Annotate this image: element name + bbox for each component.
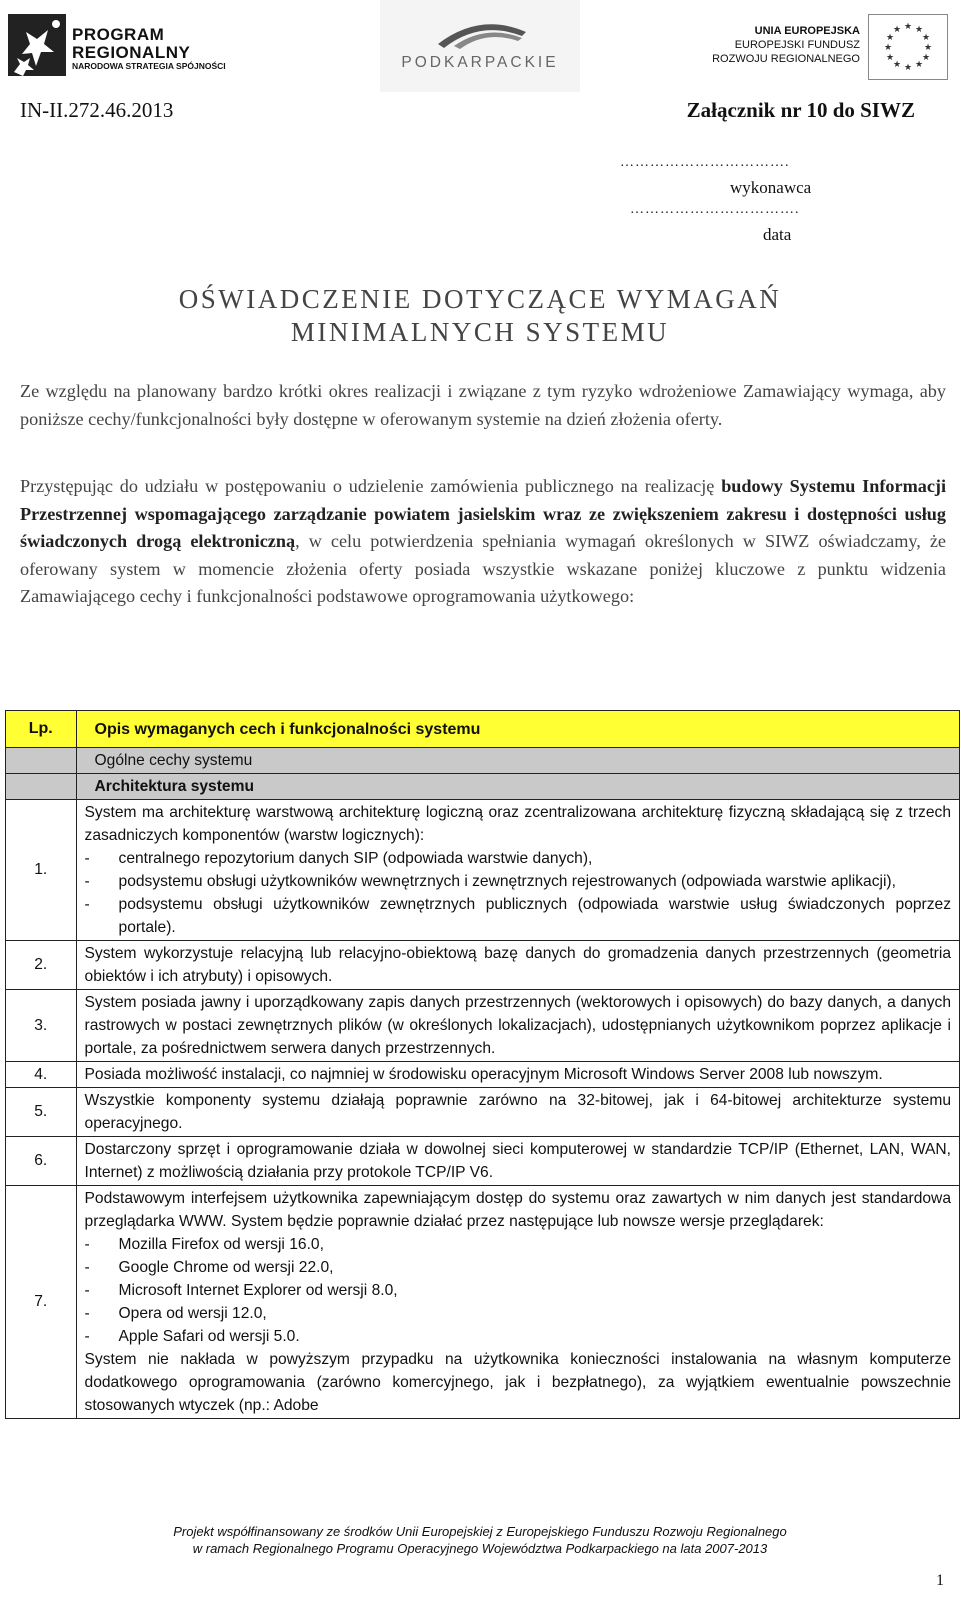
row-lp: 6. bbox=[6, 1137, 77, 1186]
date-label: data bbox=[763, 225, 792, 244]
footer bbox=[0, 1523, 960, 1557]
row-desc: System posiada jawny i uporządkowany zapis danych przestrzennych (wektorowych i opisowych) do bazy danych, a danych rastrowych w postaci zewnętrznych plików (w określonych lokalizacjach), udostępnianych użytkownikom poprzez aplikacje i portale, za pośrednictwem serwera danych przestrzennych. bbox=[76, 990, 959, 1062]
svg-text:★: ★ bbox=[903, 63, 913, 73]
list-item: - Microsoft Internet Explorer od wersji 8.0, bbox=[84, 1282, 398, 1299]
table-row bbox=[6, 1186, 960, 1419]
row-text: System ma architekturę warstwową architekturę logiczną oraz zcentralizowana architekturę fizyczną składającą się z trzech zasadniczych komponentów (warstw logicznych): bbox=[84, 804, 951, 844]
row-desc: Dostarczony sprzęt i oprogramowanie działa w dowolnej sieci komputerowej w standardzie TCP/IP (Ethernet, LAN, WAN, Internet) z możliwością działania przy protokole TCP/IP V6. bbox=[76, 1137, 959, 1186]
list-item: - podsystemu obsługi użytkowników zewnętrznych publicznych (odpowiada warstwie usług świadczonych poprzez portale). bbox=[84, 896, 951, 936]
list-item: - podsystemu obsługi użytkowników wewnętrznych i zewnętrznych rejestrowanych (odpowiada warstwie aplikacji), bbox=[84, 873, 896, 890]
footer-line1: Projekt współfinansowany ze środków Unii Europejskiej z Europejskiego Funduszu Rozwoju Regionalnego bbox=[173, 1524, 787, 1539]
section-general: Ogólne cechy systemu bbox=[76, 748, 959, 774]
svg-text:★: ★ bbox=[885, 53, 895, 63]
date-dots: ……………………………. bbox=[630, 202, 800, 217]
contractor-label: wykonawca bbox=[730, 178, 812, 197]
row-lp: 7. bbox=[6, 1186, 77, 1419]
list-item: - Google Chrome od wersji 22.0, bbox=[84, 1259, 334, 1276]
row-desc bbox=[76, 1186, 959, 1419]
row-lp: 2. bbox=[6, 941, 77, 990]
podkarpackie-logo-text: PODKARPACKIE bbox=[401, 54, 559, 71]
attachment-label: Załącznik nr 10 do SIWZ bbox=[686, 98, 915, 122]
eu-flag-icon bbox=[868, 14, 948, 80]
list-item: - Mozilla Firefox od wersji 16.0, bbox=[84, 1236, 324, 1253]
row-desc bbox=[76, 800, 959, 941]
list-item: - centralnego repozytorium danych SIP (odpowiada warstwie danych), bbox=[84, 850, 593, 867]
svg-text:★: ★ bbox=[923, 43, 933, 53]
col-lp-header: Lp. bbox=[6, 711, 77, 748]
table-row bbox=[6, 1137, 960, 1186]
row-text: Podstawowym interfejsem użytkownika zapewniającym dostęp do systemu oraz zawartych w nim danych jest standardowa przeglądarka WWW. System będzie poprawnie działać przez następujące lub nowsze wersje przeglądarek: bbox=[84, 1190, 951, 1230]
program-logo-line2: REGIONALNY bbox=[72, 43, 191, 62]
col-desc-header: Opis wymaganych cech i funkcjonalności systemu bbox=[76, 711, 959, 748]
svg-text:★: ★ bbox=[921, 33, 931, 43]
row-desc: Posiada możliwość instalacji, co najmniej w środowisku operacyjnym Microsoft Windows Server 2008 lub nowszym. bbox=[76, 1062, 959, 1088]
list-item: - Apple Safari od wersji 5.0. bbox=[84, 1328, 300, 1345]
svg-text:★: ★ bbox=[892, 60, 902, 70]
svg-text:★: ★ bbox=[892, 25, 902, 35]
podkarpackie-logo bbox=[380, 0, 580, 92]
eu-line2: EUROPEJSKI FUNDUSZ bbox=[734, 39, 860, 51]
svg-text:★: ★ bbox=[883, 43, 893, 53]
table-row bbox=[6, 1062, 960, 1088]
table-header-row bbox=[6, 711, 960, 748]
requirements-table bbox=[5, 710, 960, 1419]
row-desc: System wykorzystuje relacyjną lub relacyjno-obiektową bazę danych do gromadzenia danych przestrzennych (geometria obiektów i ich atrybuty) i opisowych. bbox=[76, 941, 959, 990]
svg-text:★: ★ bbox=[921, 53, 931, 63]
program-logo-subtitle: NARODOWA STRATEGIA SPÓJNOŚCI bbox=[72, 61, 226, 71]
intro-paragraph: Ze względu na planowany bardzo krótki okres realizacji i związane z tym ryzyko wdrożeniowe Zamawiający wymaga, aby poniższe cechy/funkcjonalności były dostępne w oferowanym systemie na dzień złożenia oferty. bbox=[20, 381, 946, 429]
program-logo-line1: PROGRAM bbox=[72, 25, 165, 44]
footer-line2: w ramach Regionalnego Programu Operacyjnego Województwa Podkarpackiego na lata 2007-2013 bbox=[192, 1541, 768, 1556]
section-row bbox=[6, 774, 960, 800]
table-row bbox=[6, 800, 960, 941]
svg-text:★: ★ bbox=[914, 25, 924, 35]
row-lp: 5. bbox=[6, 1088, 77, 1137]
svg-text:★: ★ bbox=[903, 22, 913, 32]
row-lp: 4. bbox=[6, 1062, 77, 1088]
program-regionalny-logo bbox=[8, 14, 238, 76]
page-number: 1 bbox=[936, 1572, 944, 1589]
eu-line1: UNIA EUROPEJSKA bbox=[754, 25, 860, 37]
podkarpackie-arc-icon bbox=[430, 14, 530, 50]
document-title bbox=[0, 283, 960, 349]
row-lp: 1. bbox=[6, 800, 77, 941]
svg-text:★: ★ bbox=[914, 60, 924, 70]
section-row bbox=[6, 748, 960, 774]
eu-fund-text bbox=[640, 24, 860, 66]
star-logo-icon bbox=[8, 14, 66, 76]
contractor-dots: ……………………………. bbox=[620, 155, 790, 170]
table-row bbox=[6, 941, 960, 990]
statement-paragraph bbox=[20, 473, 946, 611]
row-lp: 3. bbox=[6, 990, 77, 1062]
row-text-after: System nie nakłada w powyższym przypadku na użytkownika konieczności instalowania na własnym komputerze dodatkowego oprogramowania (zarówno komercyjnego, jak i bezpłatnego), za wyjątkiem ewentualnie powszechnie stosowanych wtyczek (np.: Adobe bbox=[84, 1351, 951, 1414]
title-line2: MINIMALNYCH SYSTEMU bbox=[290, 317, 670, 347]
row-desc: Wszystkie komponenty systemu działają poprawnie zarówno na 32-bitowej, jak i 64-bitowej architekturze systemu operacyjnego. bbox=[76, 1088, 959, 1137]
eu-line3: ROZWOJU REGIONALNEGO bbox=[712, 53, 860, 65]
table-row bbox=[6, 1088, 960, 1137]
statement-start: Przystępując do udziału w postępowaniu o udzielenie zamówienia publicznego na realizację bbox=[20, 476, 715, 496]
statement-end: , w celu potwierdzenia spełniania wymagań określonych w SIWZ oświadczamy, że oferowany system w momencie złożenia oferty posiada wszystkie wskazane poniżej kluczowe z punktu widzenia Zamawiającego cechy i funkcjonalności podstawowe oprogramowania użytkowego: bbox=[20, 531, 947, 606]
table-row bbox=[6, 990, 960, 1062]
title-line1: OŚWIADCZENIE DOTYCZĄCE WYMAGAŃ bbox=[178, 284, 782, 314]
list-item: - Opera od wersji 12.0, bbox=[84, 1305, 267, 1322]
reference-number: IN-II.272.46.2013 bbox=[20, 98, 174, 122]
project-name: budowy Systemu Informacji Przestrzennej wspomagającego zarządzanie powiatem jasielskim wraz ze zwiększeniem zakresu i dostępności usług świadczonych drogą elektroniczną bbox=[20, 476, 947, 551]
section-architecture: Architektura systemu bbox=[76, 774, 959, 800]
svg-text:★: ★ bbox=[885, 33, 895, 43]
